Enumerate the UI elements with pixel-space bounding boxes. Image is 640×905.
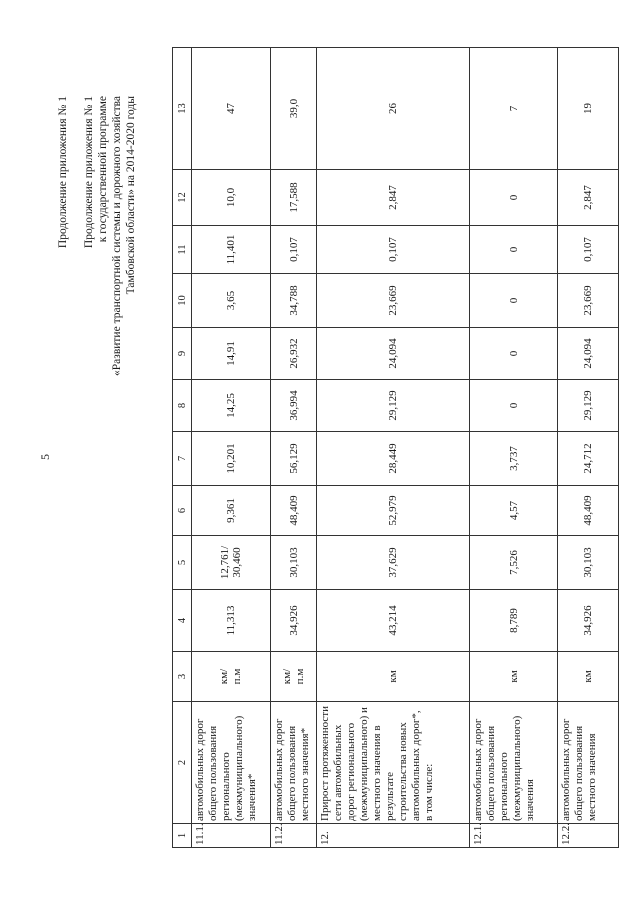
value-cell: 24,094 — [317, 328, 470, 380]
value-cell: 10,201 — [192, 432, 271, 486]
value-cell: 0,107 — [271, 226, 317, 274]
value-cell: 0 — [470, 274, 558, 328]
unit-cell: км — [317, 652, 470, 702]
value-cell: 28,449 — [317, 432, 470, 486]
value-cell: 36,994 — [271, 380, 317, 432]
value-cell: 7,526 — [470, 536, 558, 590]
value-cell: 14,25 — [192, 380, 271, 432]
row-name: автомобильных дорог общего пользования местного значения* — [271, 702, 317, 824]
row-number: 12. — [317, 824, 470, 848]
value-cell: 10,0 — [192, 170, 271, 226]
unit-cell: км/ п.м — [192, 652, 271, 702]
header-row — [173, 48, 192, 848]
value-cell: 39,0 — [271, 48, 317, 170]
row-number: 12.1. — [470, 824, 558, 848]
table-row — [317, 48, 470, 848]
value-cell: 0,107 — [558, 226, 619, 274]
table-row — [192, 48, 271, 848]
row-name: автомобильных дорог общего пользования местного значения — [558, 702, 619, 824]
value-cell: 12,761/ 30,460 — [192, 536, 271, 590]
row-number: 11.1. — [192, 824, 271, 848]
value-cell: 2,847 — [558, 170, 619, 226]
value-cell: 24,712 — [558, 432, 619, 486]
value-cell: 17,588 — [271, 170, 317, 226]
value-cell: 11,401 — [192, 226, 271, 274]
value-cell: 56,129 — [271, 432, 317, 486]
value-cell: 0 — [470, 226, 558, 274]
value-cell: 19 — [558, 48, 619, 170]
value-cell: 2,847 — [317, 170, 470, 226]
value-cell: 29,129 — [317, 380, 470, 432]
unit-cell: км — [470, 652, 558, 702]
column-header: 6 — [173, 486, 192, 536]
row-number: 11.2. — [271, 824, 317, 848]
value-cell: 3,737 — [470, 432, 558, 486]
value-cell: 0 — [470, 380, 558, 432]
column-header: 9 — [173, 328, 192, 380]
value-cell: 30,103 — [558, 536, 619, 590]
column-header: 1 — [173, 824, 192, 848]
value-cell: 11,313 — [192, 590, 271, 652]
value-cell: 48,409 — [558, 486, 619, 536]
row-number: 12.2. — [558, 824, 619, 848]
column-header: 10 — [173, 274, 192, 328]
value-cell: 30,103 — [271, 536, 317, 590]
value-cell: 14,91 — [192, 328, 271, 380]
continuation-heading: Продолжение приложения № 1 — [57, 96, 69, 249]
value-cell: 8,789 — [470, 590, 558, 652]
indicators-table — [172, 47, 619, 848]
table-row — [558, 48, 619, 848]
value-cell: 0,107 — [317, 226, 470, 274]
value-cell: 34,926 — [271, 590, 317, 652]
column-header: 13 — [173, 48, 192, 170]
value-cell: 43,214 — [317, 590, 470, 652]
value-cell: 37,629 — [317, 536, 470, 590]
appendix-line: «Развитие транспортной системы и дорожного хозяйства — [111, 96, 123, 376]
column-header: 5 — [173, 536, 192, 590]
column-header: 12 — [173, 170, 192, 226]
value-cell: 3,65 — [192, 274, 271, 328]
value-cell: 47 — [192, 48, 271, 170]
value-cell: 7 — [470, 48, 558, 170]
appendix-reference — [82, 96, 138, 376]
row-name: автомобильных дорог общего пользования регионального (межмуниципального) значения — [470, 702, 558, 824]
appendix-line: к государственной программе — [97, 96, 109, 243]
column-header: 7 — [173, 432, 192, 486]
value-cell: 23,669 — [558, 274, 619, 328]
table-row — [470, 48, 558, 848]
value-cell: 34,788 — [271, 274, 317, 328]
table-row — [271, 48, 317, 848]
unit-cell: км/ п.м — [271, 652, 317, 702]
value-cell: 29,129 — [558, 380, 619, 432]
value-cell: 34,926 — [558, 590, 619, 652]
appendix-line: Тамбовской области» на 2014-2020 годы — [125, 96, 137, 295]
row-name: Прирост протяженности сети автомобильных дорог регионального (межмуниципального) и местного значения в результате строительства новых автомобильных дорог*, в том числе: — [317, 702, 470, 824]
page-number: 5 — [38, 454, 52, 460]
value-cell: 0 — [470, 328, 558, 380]
value-cell: 52,979 — [317, 486, 470, 536]
value-cell: 0 — [470, 170, 558, 226]
column-header: 11 — [173, 226, 192, 274]
value-cell: 23,669 — [317, 274, 470, 328]
column-header: 8 — [173, 380, 192, 432]
row-name: автомобильных дорог общего пользования регионального (межмуниципального) значения* — [192, 702, 271, 824]
value-cell: 9,361 — [192, 486, 271, 536]
value-cell: 24,094 — [558, 328, 619, 380]
unit-cell: км — [558, 652, 619, 702]
column-header: 3 — [173, 652, 192, 702]
value-cell: 26,932 — [271, 328, 317, 380]
appendix-line: Продолжение приложения № 1 — [83, 96, 95, 249]
value-cell: 48,409 — [271, 486, 317, 536]
value-cell: 4,57 — [470, 486, 558, 536]
column-header: 4 — [173, 590, 192, 652]
column-header: 2 — [173, 702, 192, 824]
value-cell: 26 — [317, 48, 470, 170]
